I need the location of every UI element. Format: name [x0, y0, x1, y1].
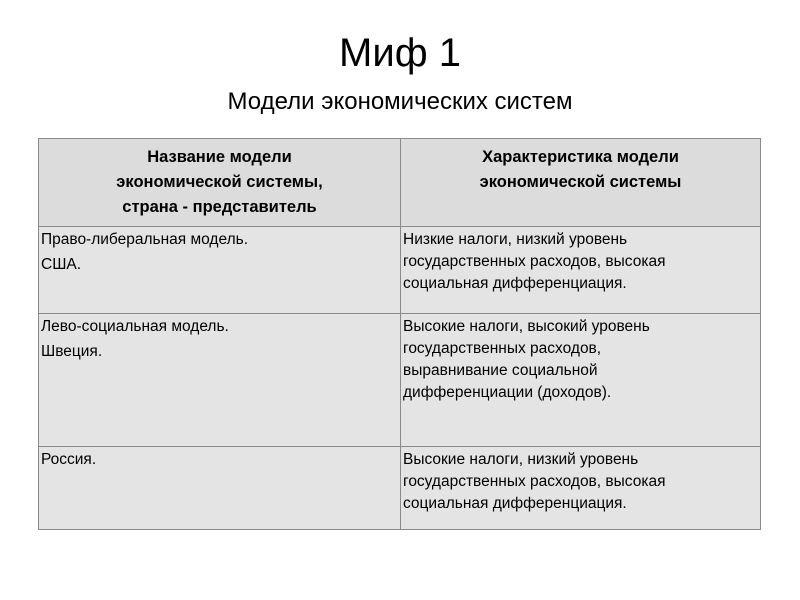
- description-line: государственных расходов, высокая: [403, 253, 666, 270]
- model-country: США.: [41, 256, 82, 273]
- description-line: государственных расходов,: [403, 340, 602, 357]
- description-line: социальная дифференциация.: [403, 275, 627, 292]
- header-model-characteristics: [401, 139, 761, 227]
- model-country: Швеция.: [41, 343, 103, 360]
- model-cell: [39, 227, 401, 314]
- model-name: Лево-социальная модель.: [41, 318, 229, 335]
- description-cell: [401, 227, 761, 314]
- slide-subtitle: Модели экономических систем: [227, 88, 573, 115]
- slide-title: Миф 1: [339, 31, 461, 75]
- model-cell: [39, 447, 401, 530]
- model-country: Россия.: [41, 451, 97, 468]
- economic-models-table: [38, 138, 761, 530]
- description-cell: [401, 447, 761, 530]
- table-row: [39, 447, 761, 530]
- header-model-name-line: страна - представитель: [122, 198, 317, 216]
- description-line: Высокие налоги, низкий уровень: [403, 451, 639, 468]
- header-model-name-line: Название модели: [147, 148, 292, 166]
- description-cell: [401, 314, 761, 447]
- header-characteristics-line: Характеристика модели: [482, 148, 679, 166]
- description-line: государственных расходов, высокая: [403, 473, 666, 490]
- model-cell: [39, 314, 401, 447]
- description-line: социальная дифференциация.: [403, 495, 627, 512]
- header-model-name-line: экономической системы,: [116, 173, 323, 191]
- table-row: [39, 227, 761, 314]
- description-line: дифференциации (доходов).: [403, 384, 612, 401]
- description-line: Низкие налоги, низкий уровень: [403, 231, 628, 248]
- description-line: Высокие налоги, высокий уровень: [403, 318, 650, 335]
- model-name: Право-либеральная модель.: [41, 231, 249, 248]
- header-model-name: [39, 139, 401, 227]
- header-characteristics-line: экономической системы: [479, 173, 682, 191]
- table-row: [39, 314, 761, 447]
- table-header-row: [39, 139, 761, 227]
- description-line: выравнивание социальной: [403, 362, 598, 379]
